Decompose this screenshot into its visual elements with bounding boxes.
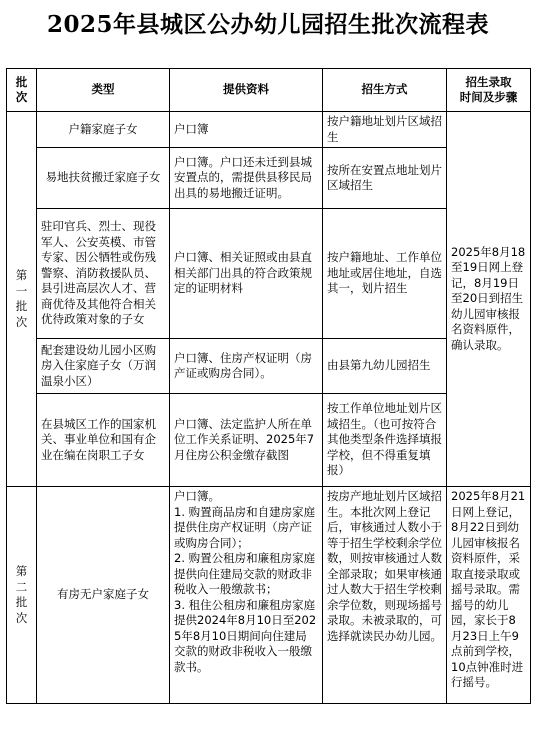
- header-batch: 批 次: [7, 69, 37, 112]
- type-cell: 户籍家庭子女: [37, 112, 170, 148]
- batch2-timing: 2025年8月21日网上登记，8月22日到幼儿园审核报名资料原件，采取直接录取或摇号录取。需摇号的幼儿园，家长于8月23日上午9点前到学校，10点钟准时进行摇号。: [447, 487, 531, 704]
- batch1-label: 第 一 批 次: [7, 112, 37, 487]
- materials-cell: 户口簿。 1. 购置商品房和自建房家庭提供住房产权证明（房产证或购房合同）； 2. 购置公租房和廉租房家庭提供向住建局交款的财政非税收入一般缴款书； 3. 租住公租房和廉租房家庭提供2024年8月10日至2025年8月10日期间向住建局交款的财政非税收入一般缴款书。: [170, 487, 323, 704]
- type-cell: 驻印官兵、烈士、现役军人、公安英模、市管专家、因公牺牲或伤残警察、消防救援队员、县引进高层次人才、营商优待及其他符合相关优待政策对象的子女: [37, 209, 170, 339]
- materials-cell: 户口簿、住房产权证明（房产证或购房合同）。: [170, 339, 323, 394]
- table-row: [7, 112, 531, 148]
- method-cell: 按户籍地址划片区域招生: [323, 112, 447, 148]
- method-cell: 由县第九幼儿园招生: [323, 339, 447, 394]
- batch1-timing: 2025年8月18至19日网上登记，8月19日至20日到招生幼儿园审核报名资料原件，确认录取。: [447, 112, 531, 487]
- method-cell: 按户籍地址、工作单位地址或居住地址，自选其一，划片招生: [323, 209, 447, 339]
- header-method: 招生方式: [323, 69, 447, 112]
- method-cell: 按工作单位地址划片区域招生。（也可按符合其他类型条件选择填报学校，但不得重复填报）: [323, 394, 447, 487]
- materials-cell: 户口簿: [170, 112, 323, 148]
- method-cell: 按所在安置点地址划片区域招生: [323, 148, 447, 209]
- header-timing: 招生录取 时间及步骤: [447, 69, 531, 112]
- type-cell: 有房无户家庭子女: [37, 487, 170, 704]
- type-cell: 配套建设幼儿园小区购房入住家庭子女（万润温泉小区）: [37, 339, 170, 394]
- materials-cell: 户口簿。户口还未迁到县城安置点的，需提供县移民局出具的易地搬迁证明。: [170, 148, 323, 209]
- batch2-label: 第 二 批 次: [7, 487, 37, 704]
- header-type: 类型: [37, 69, 170, 112]
- type-cell: 在县城区工作的国家机关、事业单位和国有企业在编在岗职工子女: [37, 394, 170, 487]
- materials-cell: 户口簿、法定监护人所在单位工作关系证明、2025年7月住房公积金缴存截图: [170, 394, 323, 487]
- type-cell: 易地扶贫搬迁家庭子女: [37, 148, 170, 209]
- method-cell: 按房产地址划片区域招生。本批次网上登记后，审核通过人数小于等于招生学校剩余学位数，则按审核通过人数全部录取；如果审核通过人数大于招生学校剩余学位数，则现场摇号录取。未被录取的，可选择就读民办幼儿园。: [323, 487, 447, 704]
- materials-cell: 户口簿、相关证照或由县直相关部门出具的符合政策规定的证明材料: [170, 209, 323, 339]
- header-row: [7, 69, 531, 112]
- header-materials: 提供资料: [170, 69, 323, 112]
- table-row: [7, 487, 531, 704]
- enrollment-table: [6, 68, 531, 704]
- page-title: 2025年县城区公办幼儿园招生批次流程表: [46, 11, 489, 38]
